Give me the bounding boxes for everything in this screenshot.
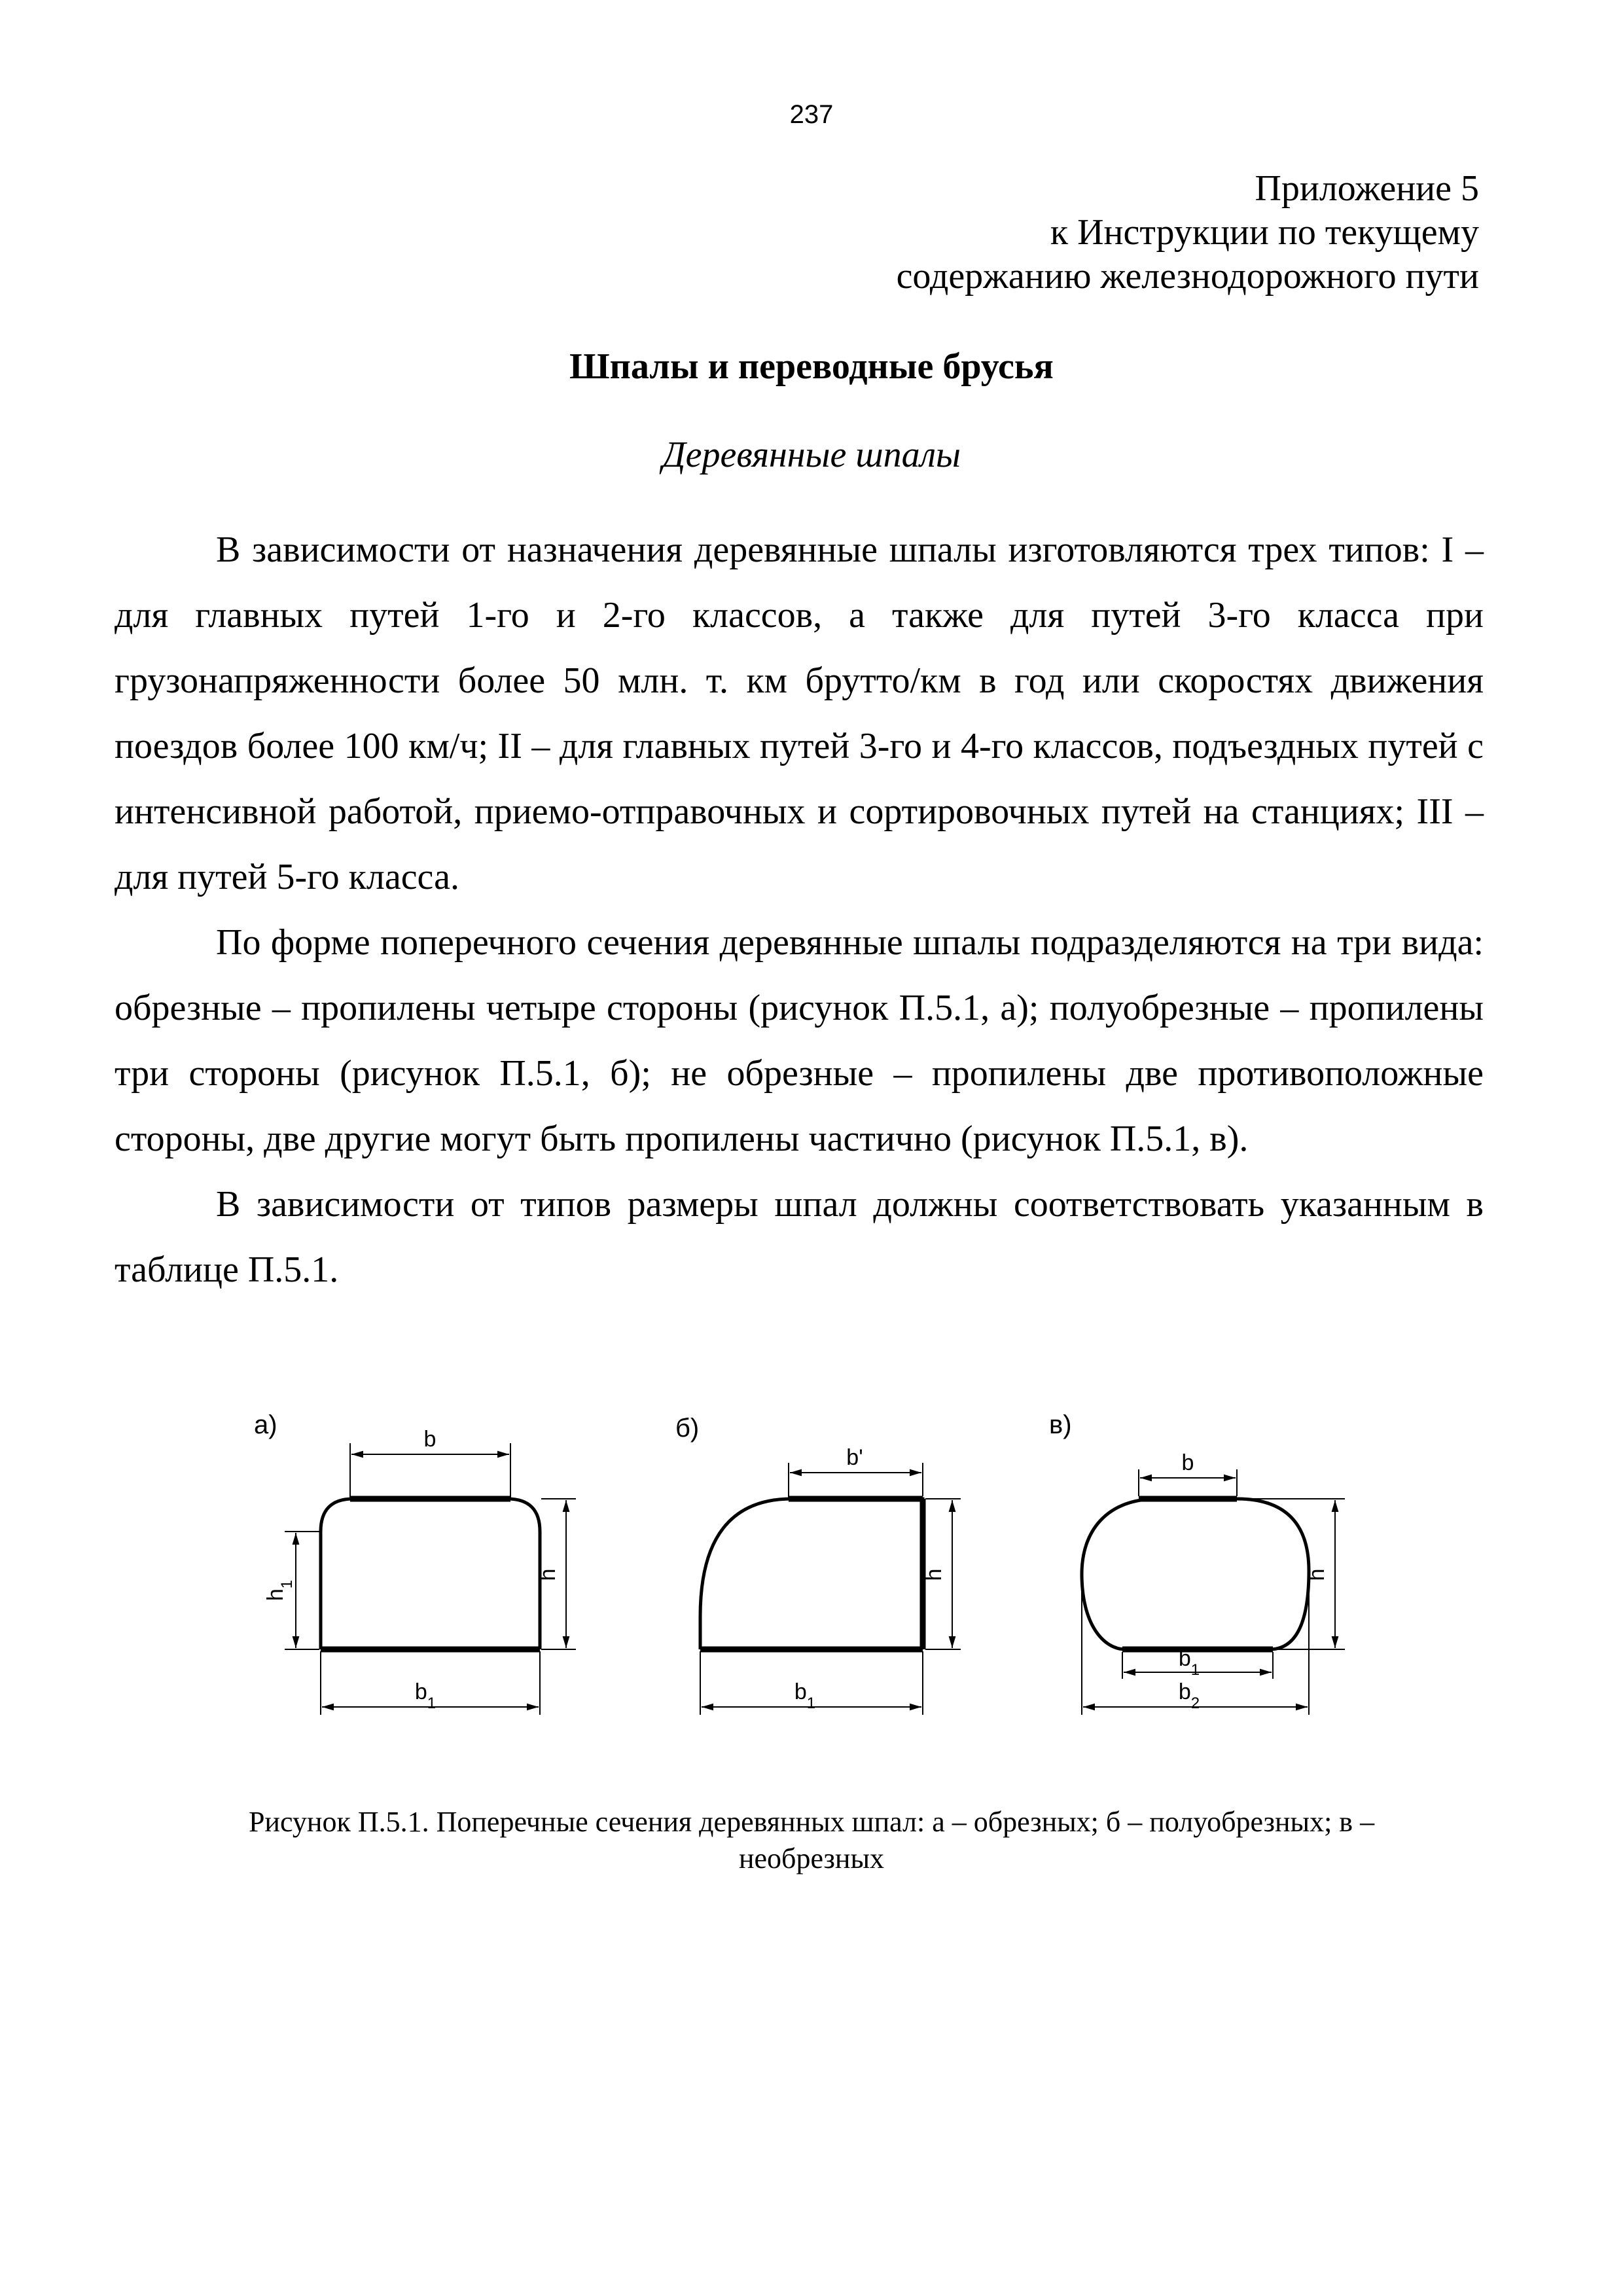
- page-number: 237: [789, 100, 834, 129]
- appendix-line-2: к Инструкции по текущему: [1050, 212, 1479, 253]
- panel-v: [1049, 1410, 1345, 1715]
- figure-caption-line-2: необрезных: [738, 1842, 885, 1874]
- panel-a: [254, 1410, 576, 1715]
- paragraph-types: В зависимости от назначения деревянные шпалы изготовляются трех типов: I – для главных путей 1-го и 2-го классов, а также для путей 3-го класса при грузонапряженности более 50 млн. т. км брутто/км в год или скоростях движения поездов более 100 км/ч; II – для главных путей 3-го и 4-го классов, подъездных путей с интенсивной работой, приемо-отправочных и сортировочных путей на станциях; III – для путей 5-го класса.: [115, 529, 1484, 897]
- panel-v-dim-b2-label: $b_2$: [1178, 1679, 1200, 1712]
- cross-section-figure: [236, 1401, 1348, 1748]
- panel-v-dim-h-label: h: [1304, 1568, 1329, 1581]
- panel-b: [675, 1414, 961, 1715]
- cross-section-drawing: [236, 1401, 1348, 1748]
- paragraph-dimensions: В зависимости от типов размеры шпал должны соответствовать указанным в таблице П.5.1.: [115, 1184, 1484, 1290]
- panel-b-dim-b-prime-label: b': [846, 1445, 863, 1470]
- panel-b-shape: [700, 1499, 923, 1649]
- appendix-line-3: содержанию железнодорожного пути: [896, 256, 1479, 296]
- panel-a-dim-b1-label: $b_1$: [414, 1679, 437, 1712]
- panel-a-dim-h1-label: $h_1$: [263, 1579, 296, 1602]
- panel-a-dim-h-label: h: [535, 1568, 560, 1581]
- figure-caption-line-1: Рисунок П.5.1. Поперечные сечения деревянных шпал: а – обрезных; б – полуобрезных; в –: [248, 1806, 1375, 1838]
- panel-a-label: а): [254, 1410, 277, 1439]
- figure-caption: [115, 1804, 1508, 1877]
- panel-v-dim-b1-label: $b_1$: [1178, 1646, 1200, 1679]
- paragraph-cross-section: По форме поперечного сечения деревянные шпалы подразделяются на три вида: обрезные – пропилены четыре стороны (рисунок П.5.1, а); полуобрезные – пропилены три стороны (рисунок П.5.1, б); не обрезные – пропилены две противоположные стороны, две другие могут быть пропилены частично (рисунок П.5.1, в).: [115, 922, 1484, 1159]
- panel-b-dim-b1-label: $b_1$: [794, 1679, 816, 1712]
- panel-b-dim-h-label: h: [921, 1568, 946, 1581]
- panel-a-shape: [321, 1499, 540, 1649]
- body-text: [115, 517, 1484, 1302]
- appendix-header: [563, 167, 1479, 298]
- panel-v-shape: [1082, 1499, 1309, 1649]
- panel-v-dim-b-label: b: [1181, 1450, 1194, 1475]
- section-title: Шпалы и переводные брусья: [569, 346, 1054, 387]
- panel-a-dim-b-label: b: [423, 1427, 437, 1452]
- appendix-line-1: Приложение 5: [1255, 168, 1479, 209]
- panel-b-label: б): [675, 1414, 700, 1443]
- panel-v-label: в): [1049, 1410, 1072, 1439]
- subsection-title: Деревянные шпалы: [662, 435, 961, 475]
